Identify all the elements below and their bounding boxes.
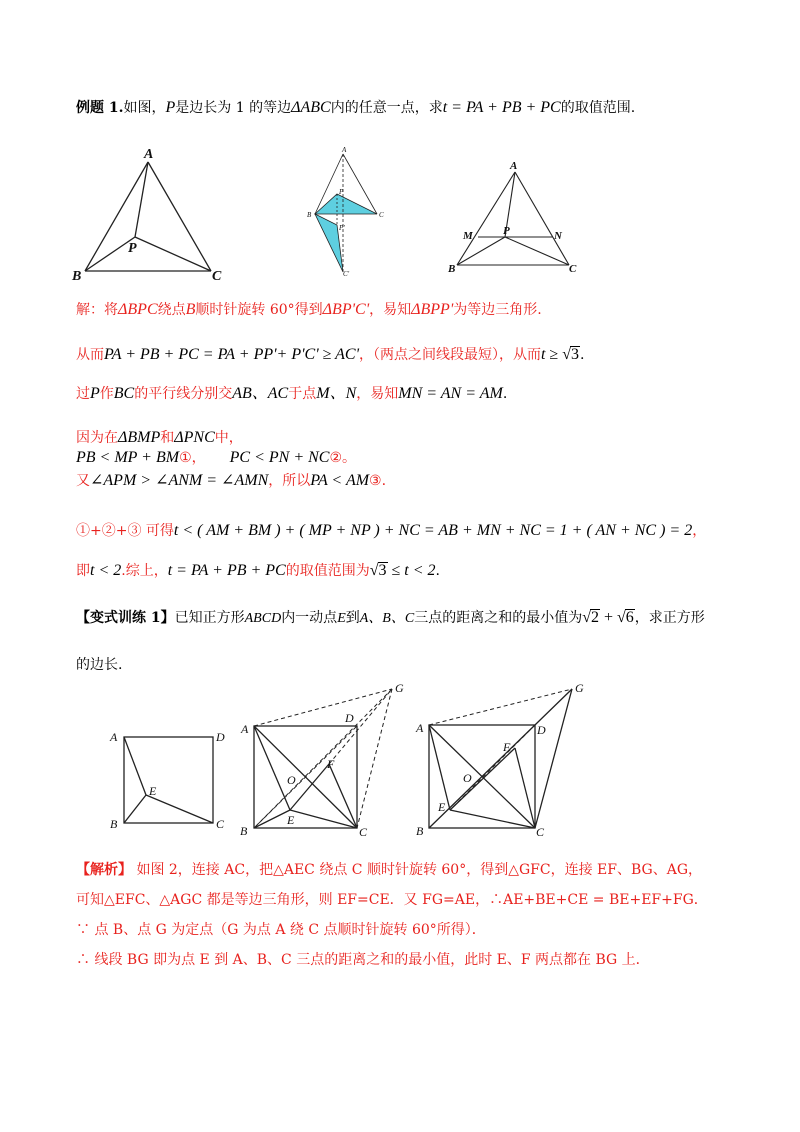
figure-square-1 [108, 725, 233, 835]
label-a: A [144, 147, 154, 162]
analysis-line-2: 可知△EFC、△AGC 都是等边三角形，则 EF=CE．又 FG=AE，∴AE+BE+CE = BE+EF+FG． [76, 892, 708, 908]
svg-text:C: C [216, 817, 225, 831]
label-n: N [554, 230, 562, 242]
label-b: B [72, 269, 82, 284]
svg-text:F: F [327, 757, 335, 771]
figure-rotation [295, 142, 395, 280]
label-p: P [128, 241, 137, 256]
svg-text:F: F [503, 740, 511, 754]
label-a: A [342, 146, 347, 154]
svg-text:B: B [240, 824, 248, 838]
analysis-line-3: ∵ 点 B、点 G 为定点（G 为点 A 绕 C 点顺时针旋转 60°所得）． [76, 922, 486, 938]
svg-text:D: D [537, 723, 546, 737]
solution-line-2: 从而PA + PB + PC = PA + PP'+ P'C' ≥ AC'，（两点之间线段最短），从而t ≥ √3. [76, 346, 585, 363]
label-a: A [510, 160, 518, 172]
label-p: P [339, 188, 344, 196]
label-p-prime: P' [339, 224, 345, 232]
svg-text:C: C [359, 825, 368, 839]
example-statement: 例题 1.如图，P是边长为 1 的等边ΔABC内的任意一点，求t = PA + PB + PC的取值范围. [76, 99, 636, 116]
svg-text:E: E [287, 813, 295, 827]
variant-label: 【变式训练 1】 [76, 610, 175, 626]
figure-square-2 [237, 678, 412, 843]
variant-statement: 【变式训练 1】已知正方形ABCD内一动点E到A、B、C三点的距离之和的最小值为√2 + √6，求正方形 [76, 609, 705, 626]
svg-text:A: A [110, 730, 118, 744]
svg-text:A: A [241, 722, 249, 736]
solution-line-8: 即t < 2.综上，t = PA + PB + PC的取值范围为√3 ≤ t < 2. [76, 562, 440, 579]
svg-text:A: A [416, 721, 424, 735]
label-c: C [212, 269, 222, 284]
svg-text:G: G [395, 681, 404, 695]
svg-text:D: D [345, 711, 354, 725]
svg-text:B: B [416, 824, 424, 838]
solution-line-1: 解：将ΔBPC绕点B顺时针旋转 60°得到ΔBP'C'，易知ΔBPP'为等边三角形. [76, 301, 542, 318]
label-m: M [463, 230, 473, 242]
svg-text:G: G [575, 681, 584, 695]
svg-text:O: O [287, 773, 296, 787]
solution-line-6: 又∠APM > ∠ANM = ∠AMN，所以PA < AM③. [76, 472, 387, 489]
svg-text:O: O [463, 771, 472, 785]
analysis-label: 【解析】 [76, 862, 132, 878]
solution-line-7: ①+②+③ 可得t < ( AM + BM ) + ( MP + NP ) + NC = AB + MN + NC = 1 + ( AN + NC ) = 2， [76, 522, 707, 539]
analysis-line-4: ∴ 线段 BG 即为点 E 到 A、B、C 三点的距离之和的最小值，此时 E、F 两点都在 BG 上． [76, 952, 650, 968]
svg-text:E: E [149, 784, 157, 798]
solution-line-5: PB < MP + BM①， PC < PN + NC②。 [76, 449, 357, 466]
solution-line-4: 因为在ΔBMP和ΔPNC中， [76, 429, 243, 446]
example-label: 例题 1. [76, 100, 124, 116]
label-c: C [569, 263, 577, 275]
label-b: B [307, 211, 312, 219]
svg-text:C: C [536, 825, 545, 839]
svg-text:B: B [110, 817, 118, 831]
label-p: P [503, 225, 510, 237]
figure-square-3 [412, 678, 592, 843]
analysis-line-1: 【解析】 如图 2，连接 AC，把△AEC 绕点 C 顺时针旋转 60°，得到△GFC，连接 EF、BG、AG， [76, 862, 703, 878]
variant-statement-cont: 的边长. [76, 657, 123, 673]
figure-triangle-p [70, 140, 230, 285]
svg-text:D: D [216, 730, 225, 744]
label-b: B [448, 263, 456, 275]
label-c: C [379, 211, 384, 219]
label-c-prime: C' [343, 270, 350, 278]
solution-line-3: 过P作BC的平行线分别交AB、AC于点M、N，易知MN = AN = AM. [76, 385, 508, 402]
svg-text:E: E [438, 800, 446, 814]
figure-parallel-mn [445, 155, 590, 280]
